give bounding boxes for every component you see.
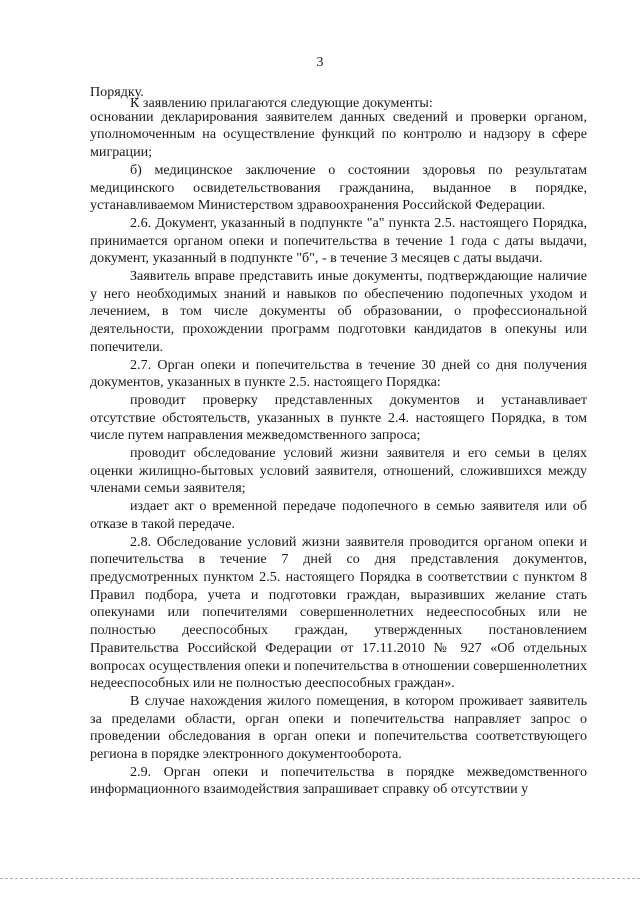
document-body: [90, 84, 587, 799]
paragraph: 2.6. Документ, указанный в подпункте "а" пункта 2.5. настоящего Порядка, принимается органом опеки и попечительства в течение 1 года с даты выдачи, документ, указанный в подпункте "б", - в течение 3 месяцев с даты выдачи.: [90, 214, 587, 267]
paragraph: В случае нахождения жилого помещения, в котором проживает заявитель за пределами области, орган опеки и попечительства направляет запрос о проведении обследования в орган опеки и попечительства соответствующего региона в порядке электронного документооборота.: [90, 692, 587, 763]
page-number: 3: [316, 55, 324, 70]
scan-edge-divider: [0, 878, 640, 879]
paragraph: проводит проверку представленных документов и устанавливает отсутствие обстоятельств, указанных в пункте 2.4. настоящего Порядка, в том числе путем направления межведомственного запроса;: [90, 391, 587, 444]
paragraph: основании декларирования заявителем данных сведений и проверки органом, уполномоченным на осуществление функций по контролю и надзору в сфере миграции;: [90, 108, 587, 161]
paragraph: 2.9. Орган опеки и попечительства в порядке межведомственного информационного взаимодействия запрашивает справку об отсутствии у: [90, 763, 587, 798]
paragraph: Порядку.: [90, 84, 144, 100]
paragraph: 2.8. Обследование условий жизни заявителя проводится органом опеки и попечительства в течение 7 дней со дня представления документов, предусмотренных пунктом 2.5. настоящего Порядка в соответствии с пунктом 8 Правил подбора, учета и подготовки граждан, выразивших желание стать опекунами или попечителями совершеннолетних недееспособных или не полностью дееспособных граждан, утвержденных постановлением Правительства Российской Федерации от 17.11.2010 № 927 «Об отдельных вопросах осуществления опеки и попечительства в отношении совершеннолетних недееспособных или не полностью дееспособных граждан».: [90, 533, 587, 692]
clipped-line-text: К заявлению прилагаются следующие документы:: [130, 94, 433, 111]
paragraph: Заявитель вправе представить иные документы, подтверждающие наличие у него необходимых знаний и навыков по обеспечению подопечных уходом и лечением, в том числе документы об образовании, о профессиональной деятельности, прохождении программ подготовки кандидатов в опекуны или попечители.: [90, 268, 587, 355]
paragraph: б) медицинское заключение о состоянии здоровья по результатам медицинского освидетельствования гражданина, выданное в порядке, устанавливаемом Министерством здравоохранения Российской Федерации.: [90, 161, 587, 214]
paragraph: издает акт о временной передаче подопечного в семью заявителя или об отказе в такой передаче.: [90, 498, 587, 532]
clipped-line: [90, 94, 587, 111]
paragraph: проводит обследование условий жизни заявителя и его семьи в целях оценки жилищно-бытовых условий заявителя, отношений, сложившихся между членами семьи заявителя;: [90, 445, 587, 497]
paragraph: 2.7. Орган опеки и попечительства в течение 30 дней со дня получения документов, указанных в пункте 2.5. настоящего Порядка:: [90, 356, 587, 391]
